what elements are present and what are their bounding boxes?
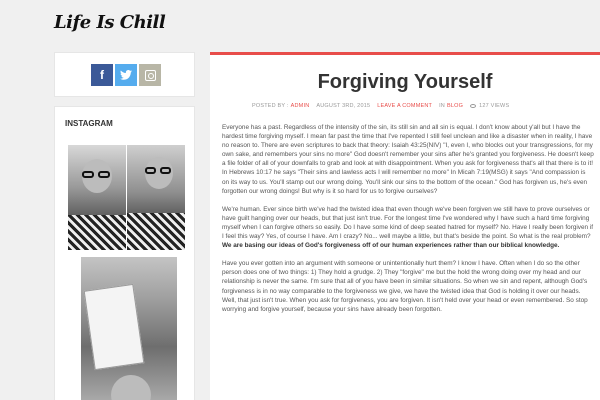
- paragraph-text: We're human. Ever since birth we've had the twisted idea that even though we've been forgiven we still have to prove ourselves or have guilt hanging over our heads, but that just isn't true. For the longest time I've wondered why I have such a hard time forgiving myself when I can forgive others so easily. Do I have some kind of deep seated hatred for myself? No. Have I really been forgiven if I feel this way? Yes, of course I have. Am I crazy? No... well maybe a little, but that's beside the point. So what is the real problem?: [222, 205, 594, 241]
- instagram-widget: [54, 106, 195, 400]
- post-category: [439, 103, 463, 109]
- views-count: 127 VIEWS: [479, 103, 510, 109]
- photo-glasses: [98, 171, 110, 178]
- post-paragraph: Have you ever gotten into an argument with someone or unintentionally hurt them? I know I have. Often when I do so the other person does one of two things: 1) They hold a grudge. 2) They "forgive" me but the hold the wrong doing over my head and our relationship is never the same. I'm sure that all of you have been in similar situations. So when we sin and repent, although God's forgiveness is in no way comparable to the forgiveness we give, we have the twisted idea that God is holding it over our heads. Well, that just isn't true. When you ask for forgiveness, you are forgiven. It isn't held over your head or even remembered. So stop worrying and forgive yourself, because your sins have already been forgotten.: [222, 260, 588, 313]
- post-meta: [252, 103, 509, 109]
- photo-face: [111, 375, 151, 400]
- header-bar: [0, 0, 600, 44]
- instagram-widget-title: INSTAGRAM: [65, 119, 113, 128]
- site-logo[interactable]: Life Is Chill: [54, 12, 166, 33]
- post-date: AUGUST 3RD, 2015: [316, 103, 371, 109]
- leave-comment-link[interactable]: LEAVE A COMMENT: [377, 103, 433, 109]
- photo-glasses: [160, 167, 171, 174]
- facebook-glyph: f: [100, 68, 104, 82]
- post-views: [470, 103, 509, 109]
- twitter-bird-glyph: [120, 70, 132, 80]
- photo-glasses: [82, 171, 94, 178]
- instagram-photo[interactable]: [81, 257, 177, 400]
- instagram-glyph: [145, 70, 156, 81]
- in-label: IN: [439, 103, 445, 109]
- instagram-icon[interactable]: [139, 64, 161, 86]
- paragraph-bold-text: We are basing our ideas of God's forgiveness off of our human experiences rather than our biblical knowledge.: [222, 242, 560, 250]
- post-paragraph: Everyone has a past. Regardless of the intensity of the sin, its still sin and all sin is equal. I don't know about y'all but I have the hardest time forgiving myself. I mean far past the time that I've repented I still feel unclean and like a disaster when in reality, I have no reason to. There are even scriptures to back that theory: Isaiah 43:25(NIV) "I, even I, who blocks out your transgressions, for my own sake, and remembers your sins no more" God doesn't remember your sins after he's granted you forgiveness. He doesn't keep a file folder of all of your downfalls to grab and look at with disappointment. When you ask for forgiveness that's all that there is to it! In Hebrews 10:17 he says "Their sins and lawless acts I will remember no more" In Micah 7:19(MSG) it says "And compassion is on its way to us. You'll stamp out our wrong doing. You'll sink our sins to the bottom of the ocean." God has forgiven us, he's even forgotten our wrong doings! But why is it so hard for us to forgive ourselves?: [222, 124, 594, 195]
- post-body: [222, 123, 594, 323]
- social-widget: [54, 52, 195, 97]
- photo-shirt: [127, 213, 185, 250]
- post-author: [252, 103, 309, 109]
- eye-icon: [470, 104, 476, 108]
- twitter-icon[interactable]: [115, 64, 137, 86]
- posted-by-label: POSTED BY :: [252, 103, 289, 109]
- instagram-photo[interactable]: [68, 145, 126, 250]
- post-title[interactable]: Forgiving Yourself: [317, 71, 493, 93]
- social-icons: [91, 64, 161, 86]
- instagram-photo[interactable]: [127, 145, 185, 250]
- blog-post: [210, 52, 600, 400]
- photo-booklet: [84, 284, 145, 370]
- facebook-icon[interactable]: [91, 64, 113, 86]
- post-paragraph: [222, 205, 594, 250]
- author-link[interactable]: ADMIN: [290, 103, 310, 109]
- photo-glasses: [145, 167, 156, 174]
- photo-shirt: [68, 215, 126, 250]
- category-link[interactable]: BLOG: [446, 103, 464, 109]
